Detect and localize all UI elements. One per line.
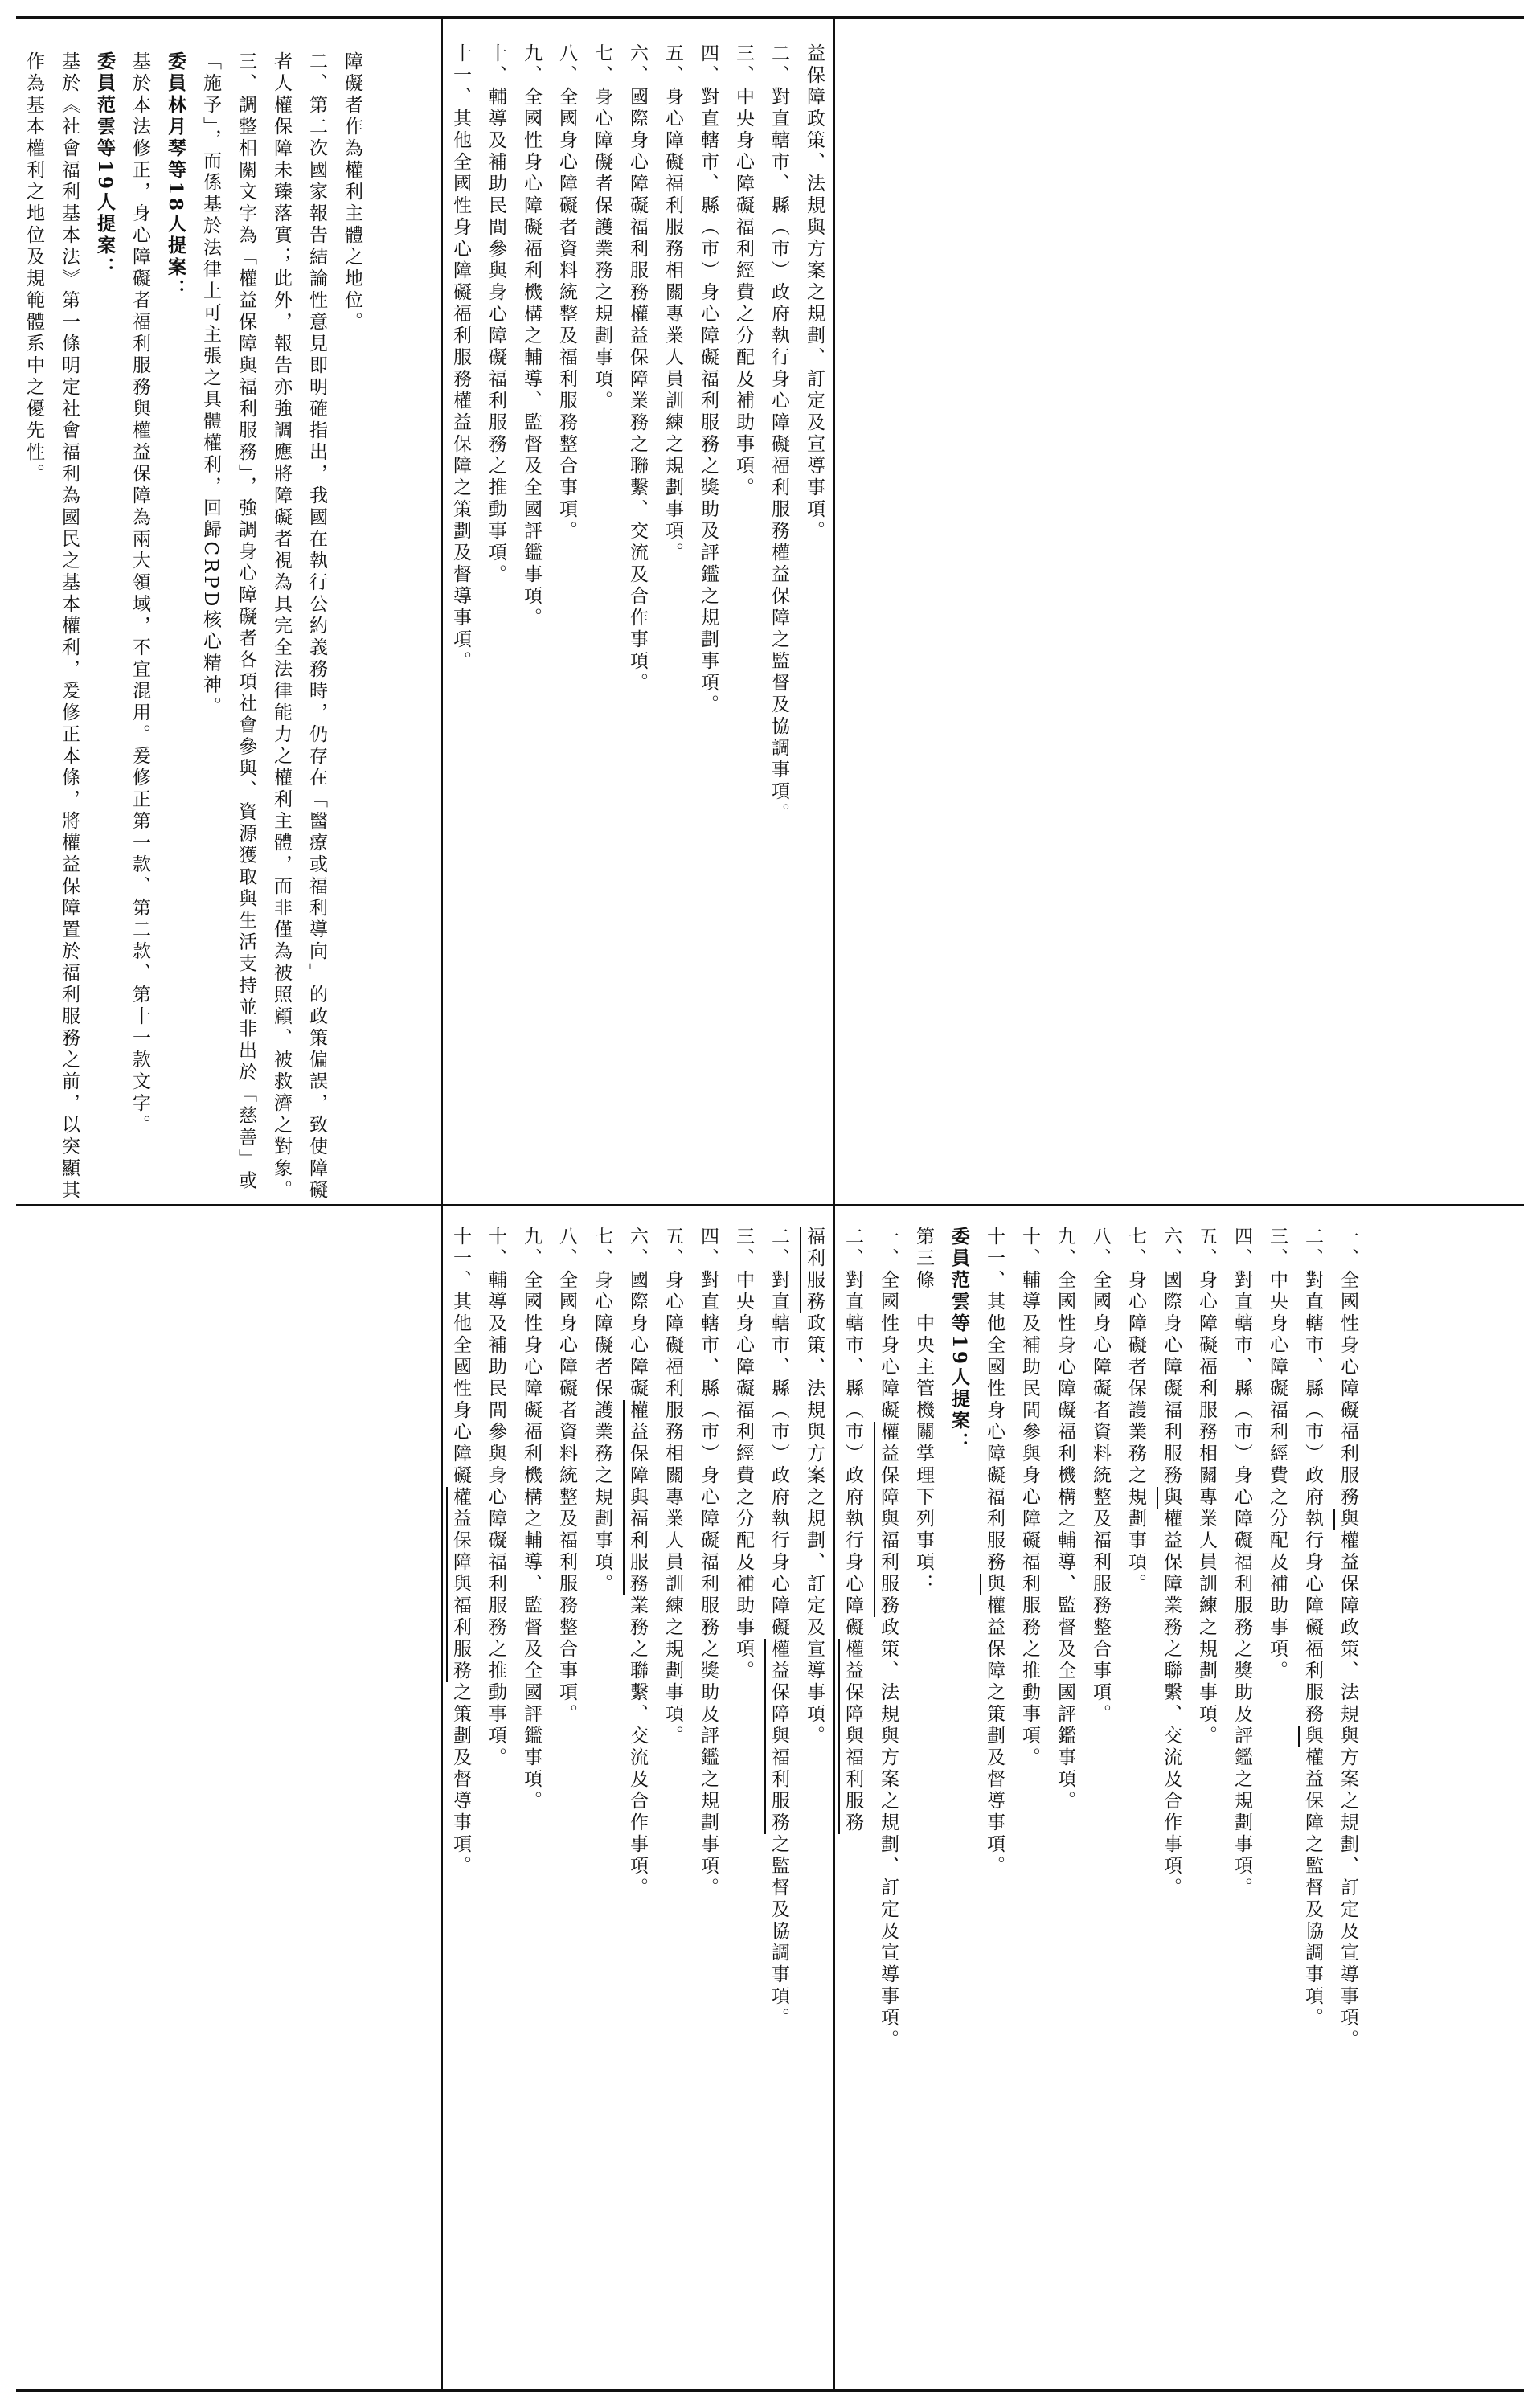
list-item: 八、全國身心障礙者資料統整及福利服務整合事項。 <box>556 43 577 543</box>
list-item <box>655 1227 690 2389</box>
list-item <box>1189 1227 1224 2389</box>
list-item: 四、對直轄市、縣（市）身心障礙福利服務之獎助及評鑑之規劃事項。 <box>698 43 719 716</box>
list-item: 十、輔導及補助民間參與身心障礙福利服務之推動事項。 <box>485 43 506 586</box>
list-item <box>1224 1227 1259 2389</box>
explanation-paragraph: 基於《社會福利基本法》第一條明定社會福利為國民之基本權利，爰修正本條，將權益保障置於福利服務之前，以突顯其作為基本權利之地位及規範體系中之優先性。 <box>23 51 80 1202</box>
list-item-text: 四、對直轄市、縣（市）身心障礙福利服務之獎助及評鑑之規劃事項。 <box>698 1227 719 1899</box>
list-item-text: 十、輔導及補助民間參與身心障礙福利服務之推動事項。 <box>485 1227 506 1769</box>
list-item <box>870 1227 906 2389</box>
explanation-paragraph: 二、第二次國家報告結論性意見即明確指出，我國在執行公約義務時，仍存在「醫療或福利導向」的政策偏誤，致使障礙者人權保障未臻落實；此外，報告亦強調應將障礙者視為具完全法律能力之權利主體，而非僅為被照顧、被救濟之對象。 <box>271 51 327 1202</box>
list-item-text: 二、對直轄市、縣（市）政府執行身心障礙 <box>768 1227 789 1639</box>
amended-text: 與 <box>1302 1726 1323 1747</box>
list-item <box>584 1227 620 2389</box>
list-item <box>690 1227 726 2389</box>
list-item <box>549 1227 584 2389</box>
list-item: 六、國際身心障礙福利服務權益保障業務之聯繫、交流及合作事項。 <box>627 43 648 694</box>
article-heading: 第三條 中央主管機關掌理下列事項： <box>913 1227 934 1595</box>
list-item-text: 十一、其他全國性身心障礙 <box>450 1227 471 1487</box>
list-item-text: 六、國際身心障礙 <box>627 1227 648 1400</box>
list-item-text: 業務之聯繫、交流及合作事項。 <box>627 1595 648 1899</box>
explanation-paragraph: 三、調整相關文字為「權益保障與福利服務」，強調身心障礙者各項社會參與、資源獲取與生活支持並非出於「慈善」或「施予」，而係基於法律上可主張之具體權利，回歸CRPD核心精神。 <box>200 51 256 1193</box>
list-item-text: 權益保障業務之聯繫、交流及合作事項。 <box>1161 1509 1182 1899</box>
list-item-text: 之策劃及督導事項。 <box>450 1682 471 1878</box>
list-item-text: 五、身心障礙福利服務相關專業人員訓練之規劃事項。 <box>662 1227 683 1747</box>
proposer-heading: 委員林月琴等18人提案： <box>165 51 186 301</box>
amended-text: 權益保障與福利服務 <box>450 1487 471 1682</box>
list-item-text: 五、身心障礙福利服務相關專業人員訓練之規劃事項。 <box>1196 1227 1217 1747</box>
explanation-paragraph: 障礙者作為權利主體之地位。 <box>342 51 362 334</box>
existing-article-cell-upper <box>443 19 833 1204</box>
list-item-text: 六、國際身心障礙福利服務 <box>1161 1227 1182 1487</box>
list-item: 益保障政策、法規與方案之規劃、訂定及宣導事項。 <box>804 43 825 543</box>
explanation-paragraph: 基於本法修正，身心障礙者福利服務與權益保障為兩大領域，不宜混用。爰修正第一款、第二款、第十一款文字。 <box>129 51 150 1136</box>
proposal-a-cell-lower <box>835 1206 1524 2389</box>
list-item <box>514 1227 549 2389</box>
list-item <box>726 1227 761 2389</box>
amended-text: 權益保障與福利服務 <box>627 1400 648 1595</box>
list-item: 二、對直轄市、縣（市）政府執行身心障礙福利服務權益保障之監督及協調事項。 <box>768 43 789 825</box>
list-item <box>1083 1227 1118 2389</box>
list-item-text: 九、全國性身心障礙福利機構之輔導、監督及全國評鑑事項。 <box>1055 1227 1075 1812</box>
list-item <box>761 1227 797 2389</box>
list-item-text: 八、全國身心障礙者資料統整及福利服務整合事項。 <box>1090 1227 1111 1726</box>
list-item-text: 七、身心障礙者保護業務之規劃事項。 <box>592 1227 612 1595</box>
document-page <box>16 16 1524 2392</box>
list-item-text: 權益保障政策、法規與方案之規劃、訂定及宣導事項。 <box>1337 1530 1358 2051</box>
amended-text: 福利服務 <box>804 1227 825 1313</box>
list-item <box>620 1227 655 2389</box>
amended-text: 與 <box>1337 1509 1358 1530</box>
list-item <box>1118 1227 1153 2389</box>
amended-text: 與 <box>1161 1487 1182 1509</box>
list-item-text: 政策、法規與方案之規劃、訂定及宣導事項。 <box>878 1617 899 2051</box>
list-item-text: 一、全國性身心障礙 <box>878 1227 899 1422</box>
amended-text: 權益保障與福利服務 <box>842 1639 863 1834</box>
proposal-cell-upper <box>835 19 1524 1204</box>
list-item <box>832 1227 833 2389</box>
list-item <box>1153 1227 1189 2389</box>
amended-text: 與 <box>984 1574 1005 1595</box>
list-item-text: 二、對直轄市、縣（市）政府執行身心障礙福利服務 <box>1302 1227 1323 1726</box>
list-item: 五、身心障礙福利服務相關專業人員訓練之規劃事項。 <box>662 43 683 564</box>
list-item: 十一、其他全國性身心障礙福利服務權益保障之策劃及督導事項。 <box>450 43 471 673</box>
list-item-text: 十、輔導及補助民間參與身心障礙福利服務之推動事項。 <box>1019 1227 1040 1769</box>
list-item-text: 八、全國身心障礙者資料統整及福利服務整合事項。 <box>556 1227 577 1726</box>
list-item-text: 十一、其他全國性身心障礙福利服務 <box>984 1227 1005 1574</box>
proposer-heading: 委員范雲等19人提案： <box>948 1227 970 1455</box>
list-item-text: 四、對直轄市、縣（市）身心障礙福利服務之獎助及評鑑之規劃事項。 <box>1231 1227 1252 1899</box>
list-item-text: 政策、法規與方案之規劃、訂定及宣導事項。 <box>804 1313 825 1747</box>
amended-text: 權益保障與福利服務 <box>878 1422 899 1617</box>
list-item-text: 七、身心障礙者保護業務之規劃事項。 <box>1125 1227 1146 1595</box>
explanation-cell-upper <box>16 19 441 1204</box>
list-item-text: 一、全國性身心障礙福利服務 <box>1337 1227 1358 1509</box>
list-item <box>478 1227 514 2389</box>
list-item: 三、中央身心障礙福利經費之分配及補助事項。 <box>733 43 754 499</box>
list-item-text: 三、中央身心障礙福利經費之分配及補助事項。 <box>1267 1227 1288 1682</box>
list-item: 七、身心障礙者保護業務之規劃事項。 <box>592 43 612 412</box>
list-item-text: 九、全國性身心障礙福利機構之輔導、監督及全國評鑑事項。 <box>521 1227 542 1812</box>
proposer-heading: 委員范雲等19人提案： <box>94 51 116 280</box>
list-item <box>1012 1227 1047 2389</box>
list-item: 九、全國性身心障礙福利機構之輔導、監督及全國評鑑事項。 <box>521 43 542 629</box>
list-item <box>1295 1227 1330 2389</box>
list-item <box>1259 1227 1295 2389</box>
list-item-text: 二、對直轄市、縣（市）政府執行身心障礙 <box>842 1227 863 1639</box>
list-item <box>835 1227 870 2389</box>
amended-text: 權益保障與福利服務 <box>768 1639 789 1834</box>
list-item <box>977 1227 1012 2389</box>
list-item <box>1047 1227 1083 2389</box>
list-item <box>443 1227 478 2389</box>
list-item <box>1330 1227 1366 2389</box>
list-item-text: 之監督及協調事項。 <box>768 1834 789 2029</box>
list-item-text: 權益保障之監督及協調事項。 <box>1302 1747 1323 2029</box>
explanation-cell-lower <box>16 1206 441 2389</box>
list-item <box>797 1227 832 2389</box>
proposal-b-cell-lower <box>443 1206 833 2389</box>
list-item-text: 三、中央身心障礙福利經費之分配及補助事項。 <box>733 1227 754 1682</box>
list-item-text: 權益保障之策劃及督導事項。 <box>984 1595 1005 1878</box>
table-bottom-rule <box>16 2389 1524 2392</box>
